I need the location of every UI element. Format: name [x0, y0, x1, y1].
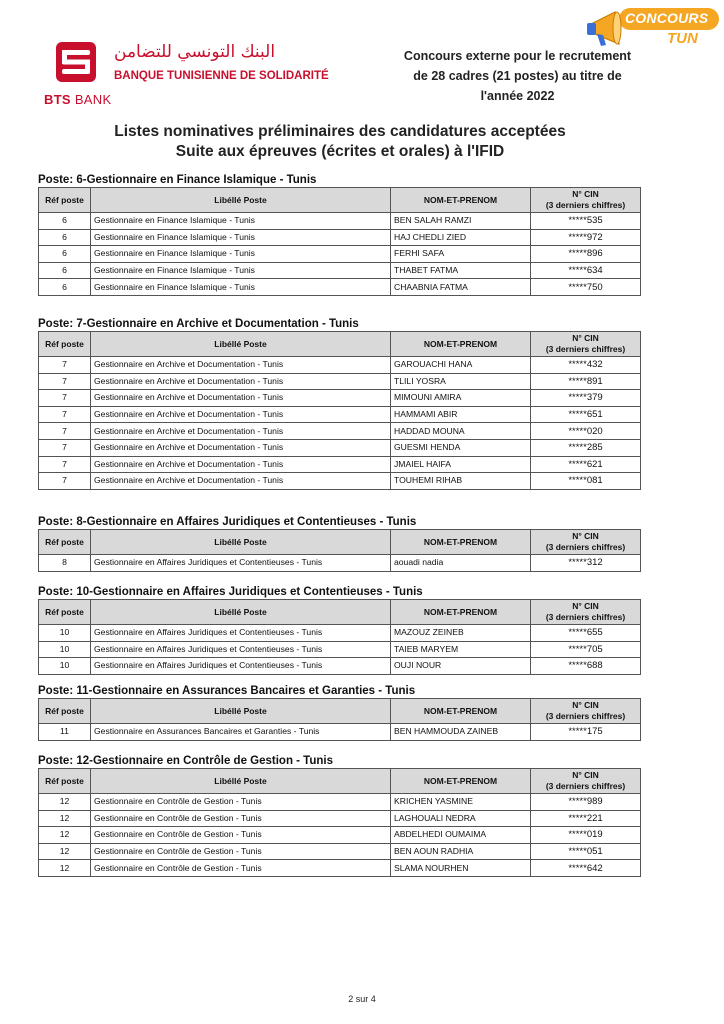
header-cin	[531, 332, 641, 357]
table-row	[39, 262, 641, 279]
logo-bank-rest: BANK	[74, 92, 112, 107]
table-header-row	[39, 600, 641, 625]
cell-nom-prenom: GAROUACHI HANA	[391, 357, 531, 374]
table-header-row	[39, 530, 641, 555]
cell-cin: *****621	[531, 456, 641, 473]
cell-cin: *****642	[531, 860, 641, 877]
cell-cin: *****535	[531, 213, 641, 230]
cell-ref-poste: 12	[39, 794, 91, 811]
table-row	[39, 439, 641, 456]
table-row	[39, 860, 641, 877]
section-title: Poste: 12-Gestionnaire en Contrôle de Gestion - Tunis	[38, 755, 333, 767]
cell-nom-prenom: HADDAD MOUNA	[391, 423, 531, 440]
cell-nom-prenom: BEN HAMMOUDA ZAINEB	[391, 724, 531, 741]
title-line-1: Listes nominatives préliminaires des candidatures acceptées	[114, 123, 566, 140]
bts-logo-icon	[54, 40, 98, 84]
cell-cin: *****705	[531, 641, 641, 658]
header-cin-line1: N° CIN	[572, 189, 599, 199]
cell-libelle-poste: Gestionnaire en Archive et Documentation - Tunis	[91, 456, 391, 473]
candidates-table	[38, 768, 641, 877]
cell-libelle-poste: Gestionnaire en Archive et Documentation - Tunis	[91, 473, 391, 490]
cell-ref-poste: 10	[39, 641, 91, 658]
cell-cin: *****379	[531, 390, 641, 407]
table-row	[39, 357, 641, 374]
cell-nom-prenom: THABET FATMA	[391, 262, 531, 279]
cell-nom-prenom: CHAABNIA FATMA	[391, 279, 531, 296]
table-row	[39, 555, 641, 572]
header-cin-line1: N° CIN	[572, 700, 599, 710]
header-nom: NOM-ET-PRENOM	[391, 332, 531, 357]
header-ref: Réf poste	[39, 530, 91, 555]
section-title: Poste: 8-Gestionnaire en Affaires Juridiques et Contentieuses - Tunis	[38, 516, 417, 528]
cell-libelle-poste: Gestionnaire en Finance Islamique - Tunis	[91, 262, 391, 279]
table-row	[39, 213, 641, 230]
cell-ref-poste: 8	[39, 555, 91, 572]
table-row	[39, 246, 641, 263]
cell-cin: *****655	[531, 625, 641, 642]
table-row	[39, 406, 641, 423]
cell-ref-poste: 6	[39, 246, 91, 263]
header-libelle: Libéllé Poste	[91, 332, 391, 357]
table-row	[39, 390, 641, 407]
cell-nom-prenom: HAMMAMI ABIR	[391, 406, 531, 423]
cell-cin: *****896	[531, 246, 641, 263]
cell-libelle-poste: Gestionnaire en Contrôle de Gestion - Tunis	[91, 860, 391, 877]
header-cin	[531, 769, 641, 794]
cell-libelle-poste: Gestionnaire en Affaires Juridiques et Contentieuses - Tunis	[91, 641, 391, 658]
header-ref: Réf poste	[39, 188, 91, 213]
cell-nom-prenom: MIMOUNI AMIRA	[391, 390, 531, 407]
cell-cin: *****651	[531, 406, 641, 423]
header-nom: NOM-ET-PRENOM	[391, 699, 531, 724]
cell-nom-prenom: aouadi nadia	[391, 555, 531, 572]
cell-ref-poste: 6	[39, 279, 91, 296]
cell-ref-poste: 10	[39, 658, 91, 675]
section-title: Poste: 6-Gestionnaire en Finance Islamique - Tunis	[38, 174, 317, 186]
cell-nom-prenom: TAIEB MARYEM	[391, 641, 531, 658]
header-cin-line1: N° CIN	[572, 333, 599, 343]
candidates-table	[38, 599, 641, 675]
cell-ref-poste: 12	[39, 827, 91, 844]
cell-libelle-poste: Gestionnaire en Assurances Bancaires et Garanties - Tunis	[91, 724, 391, 741]
concours-line-3: l'année 2022	[480, 89, 555, 103]
cell-nom-prenom: BEN AOUN RADHIA	[391, 843, 531, 860]
cell-cin: *****019	[531, 827, 641, 844]
header-cin-line1: N° CIN	[572, 770, 599, 780]
table-row	[39, 473, 641, 490]
cell-cin: *****432	[531, 357, 641, 374]
cell-cin: *****634	[531, 262, 641, 279]
logo-bank-name	[44, 92, 111, 107]
header-cin-line2: (3 derniers chiffres)	[545, 781, 626, 791]
candidates-table	[38, 529, 641, 572]
cell-libelle-poste: Gestionnaire en Finance Islamique - Tunis	[91, 213, 391, 230]
header-cin	[531, 530, 641, 555]
header-nom: NOM-ET-PRENOM	[391, 769, 531, 794]
table-row	[39, 279, 641, 296]
poste-section	[38, 754, 640, 877]
badge-top-text: CONCOURS	[625, 10, 709, 26]
cell-libelle-poste: Gestionnaire en Contrôle de Gestion - Tunis	[91, 827, 391, 844]
table-row	[39, 641, 641, 658]
cell-ref-poste: 7	[39, 357, 91, 374]
cell-nom-prenom: TLILI YOSRA	[391, 373, 531, 390]
bts-bank-logo	[44, 38, 329, 110]
cell-cin: *****175	[531, 724, 641, 741]
cell-libelle-poste: Gestionnaire en Contrôle de Gestion - Tunis	[91, 843, 391, 860]
cell-nom-prenom: TOUHEMI RIHAB	[391, 473, 531, 490]
concours-line-1: Concours externe pour le recrutement	[403, 49, 632, 63]
header-cin	[531, 188, 641, 213]
poste-section	[38, 684, 640, 741]
header-ref: Réf poste	[39, 699, 91, 724]
section-title: Poste: 7-Gestionnaire en Archive et Documentation - Tunis	[38, 318, 359, 330]
table-row	[39, 843, 641, 860]
header-ref: Réf poste	[39, 769, 91, 794]
table-header-row	[39, 188, 641, 213]
logo-bank-bold: BTS	[44, 92, 71, 107]
cell-nom-prenom: BEN SALAH RAMZI	[391, 213, 531, 230]
table-header-row	[39, 699, 641, 724]
cell-libelle-poste: Gestionnaire en Archive et Documentation - Tunis	[91, 439, 391, 456]
poste-section	[38, 515, 640, 572]
table-row	[39, 423, 641, 440]
table-row	[39, 373, 641, 390]
cell-cin: *****051	[531, 843, 641, 860]
header-cin-line2: (3 derniers chiffres)	[545, 612, 626, 622]
cell-ref-poste: 7	[39, 406, 91, 423]
title-line-2: Suite aux épreuves (écrites et orales) à l'IFID	[175, 143, 505, 160]
cell-libelle-poste: Gestionnaire en Finance Islamique - Tunis	[91, 279, 391, 296]
cell-libelle-poste: Gestionnaire en Affaires Juridiques et Contentieuses - Tunis	[91, 658, 391, 675]
cell-ref-poste: 12	[39, 843, 91, 860]
header-libelle: Libéllé Poste	[91, 769, 391, 794]
header-nom: NOM-ET-PRENOM	[391, 530, 531, 555]
cell-libelle-poste: Gestionnaire en Archive et Documentation - Tunis	[91, 373, 391, 390]
cell-nom-prenom: SLAMA NOURHEN	[391, 860, 531, 877]
header-libelle: Libéllé Poste	[91, 699, 391, 724]
cell-nom-prenom: OUJI NOUR	[391, 658, 531, 675]
cell-cin: *****688	[531, 658, 641, 675]
cell-nom-prenom: LAGHOUALI NEDRA	[391, 810, 531, 827]
header-nom: NOM-ET-PRENOM	[391, 188, 531, 213]
cell-nom-prenom: JMAIEL HAIFA	[391, 456, 531, 473]
header-libelle: Libéllé Poste	[91, 188, 391, 213]
table-row	[39, 794, 641, 811]
section-title: Poste: 10-Gestionnaire en Affaires Juridiques et Contentieuses - Tunis	[38, 586, 423, 598]
cell-ref-poste: 7	[39, 390, 91, 407]
cell-libelle-poste: Gestionnaire en Contrôle de Gestion - Tunis	[91, 794, 391, 811]
header-cin-line1: N° CIN	[572, 601, 599, 611]
candidates-table	[38, 187, 641, 296]
cell-nom-prenom: KRICHEN YASMINE	[391, 794, 531, 811]
cell-libelle-poste: Gestionnaire en Archive et Documentation - Tunis	[91, 357, 391, 374]
cell-libelle-poste: Gestionnaire en Affaires Juridiques et Contentieuses - Tunis	[91, 555, 391, 572]
page-header	[0, 0, 724, 110]
poste-section	[38, 585, 640, 675]
concours-description	[390, 46, 645, 106]
table-header-row	[39, 769, 641, 794]
cell-cin: *****891	[531, 373, 641, 390]
logo-french-name: BANQUE TUNISIENNE DE SOLIDARITÉ	[114, 70, 329, 82]
cell-libelle-poste: Gestionnaire en Contrôle de Gestion - Tunis	[91, 810, 391, 827]
table-row	[39, 625, 641, 642]
header-cin-line2: (3 derniers chiffres)	[545, 200, 626, 210]
table-row	[39, 827, 641, 844]
cell-ref-poste: 10	[39, 625, 91, 642]
logo-arabic-name: البنك التونسي للتضامن	[114, 42, 276, 62]
cell-cin: *****972	[531, 229, 641, 246]
cell-libelle-poste: Gestionnaire en Finance Islamique - Tunis	[91, 246, 391, 263]
cell-cin: *****312	[531, 555, 641, 572]
header-cin-line1: N° CIN	[572, 531, 599, 541]
table-row	[39, 658, 641, 675]
header-cin	[531, 600, 641, 625]
candidates-table	[38, 698, 641, 741]
cell-cin: *****020	[531, 423, 641, 440]
header-libelle: Libéllé Poste	[91, 530, 391, 555]
cell-cin: *****750	[531, 279, 641, 296]
cell-ref-poste: 7	[39, 473, 91, 490]
header-ref: Réf poste	[39, 600, 91, 625]
header-libelle: Libéllé Poste	[91, 600, 391, 625]
cell-nom-prenom: FERHI SAFA	[391, 246, 531, 263]
concours-line-2: de 28 cadres (21 postes) au titre de	[413, 69, 622, 83]
poste-section	[38, 173, 640, 296]
poste-section	[38, 317, 640, 490]
cell-ref-poste: 12	[39, 860, 91, 877]
badge-bottom-text: TUN	[667, 30, 698, 47]
header-cin-line2: (3 derniers chiffres)	[545, 344, 626, 354]
header-cin-line2: (3 derniers chiffres)	[545, 711, 626, 721]
cell-ref-poste: 7	[39, 423, 91, 440]
cell-ref-poste: 7	[39, 373, 91, 390]
concours-tun-badge	[585, 2, 721, 54]
cell-nom-prenom: ABDELHEDI OUMAIMA	[391, 827, 531, 844]
table-row	[39, 456, 641, 473]
cell-nom-prenom: HAJ CHEDLI ZIED	[391, 229, 531, 246]
header-nom: NOM-ET-PRENOM	[391, 600, 531, 625]
cell-ref-poste: 7	[39, 439, 91, 456]
cell-ref-poste: 6	[39, 229, 91, 246]
cell-libelle-poste: Gestionnaire en Finance Islamique - Tunis	[91, 229, 391, 246]
cell-ref-poste: 6	[39, 213, 91, 230]
table-row	[39, 810, 641, 827]
section-title: Poste: 11-Gestionnaire en Assurances Bancaires et Garanties - Tunis	[38, 685, 416, 697]
cell-ref-poste: 12	[39, 810, 91, 827]
table-row	[39, 724, 641, 741]
table-header-row	[39, 332, 641, 357]
cell-cin: *****221	[531, 810, 641, 827]
page-title	[0, 122, 680, 162]
cell-ref-poste: 7	[39, 456, 91, 473]
cell-ref-poste: 6	[39, 262, 91, 279]
cell-libelle-poste: Gestionnaire en Archive et Documentation - Tunis	[91, 423, 391, 440]
cell-nom-prenom: GUESMI HENDA	[391, 439, 531, 456]
header-cin-line2: (3 derniers chiffres)	[545, 542, 626, 552]
cell-cin: *****989	[531, 794, 641, 811]
cell-nom-prenom: MAZOUZ ZEINEB	[391, 625, 531, 642]
cell-ref-poste: 11	[39, 724, 91, 741]
header-cin	[531, 699, 641, 724]
candidates-table	[38, 331, 641, 490]
table-row	[39, 229, 641, 246]
cell-libelle-poste: Gestionnaire en Archive et Documentation - Tunis	[91, 390, 391, 407]
header-ref: Réf poste	[39, 332, 91, 357]
cell-cin: *****285	[531, 439, 641, 456]
page-number: 2 sur 4	[348, 994, 376, 1004]
cell-cin: *****081	[531, 473, 641, 490]
cell-libelle-poste: Gestionnaire en Archive et Documentation - Tunis	[91, 406, 391, 423]
cell-libelle-poste: Gestionnaire en Affaires Juridiques et Contentieuses - Tunis	[91, 625, 391, 642]
